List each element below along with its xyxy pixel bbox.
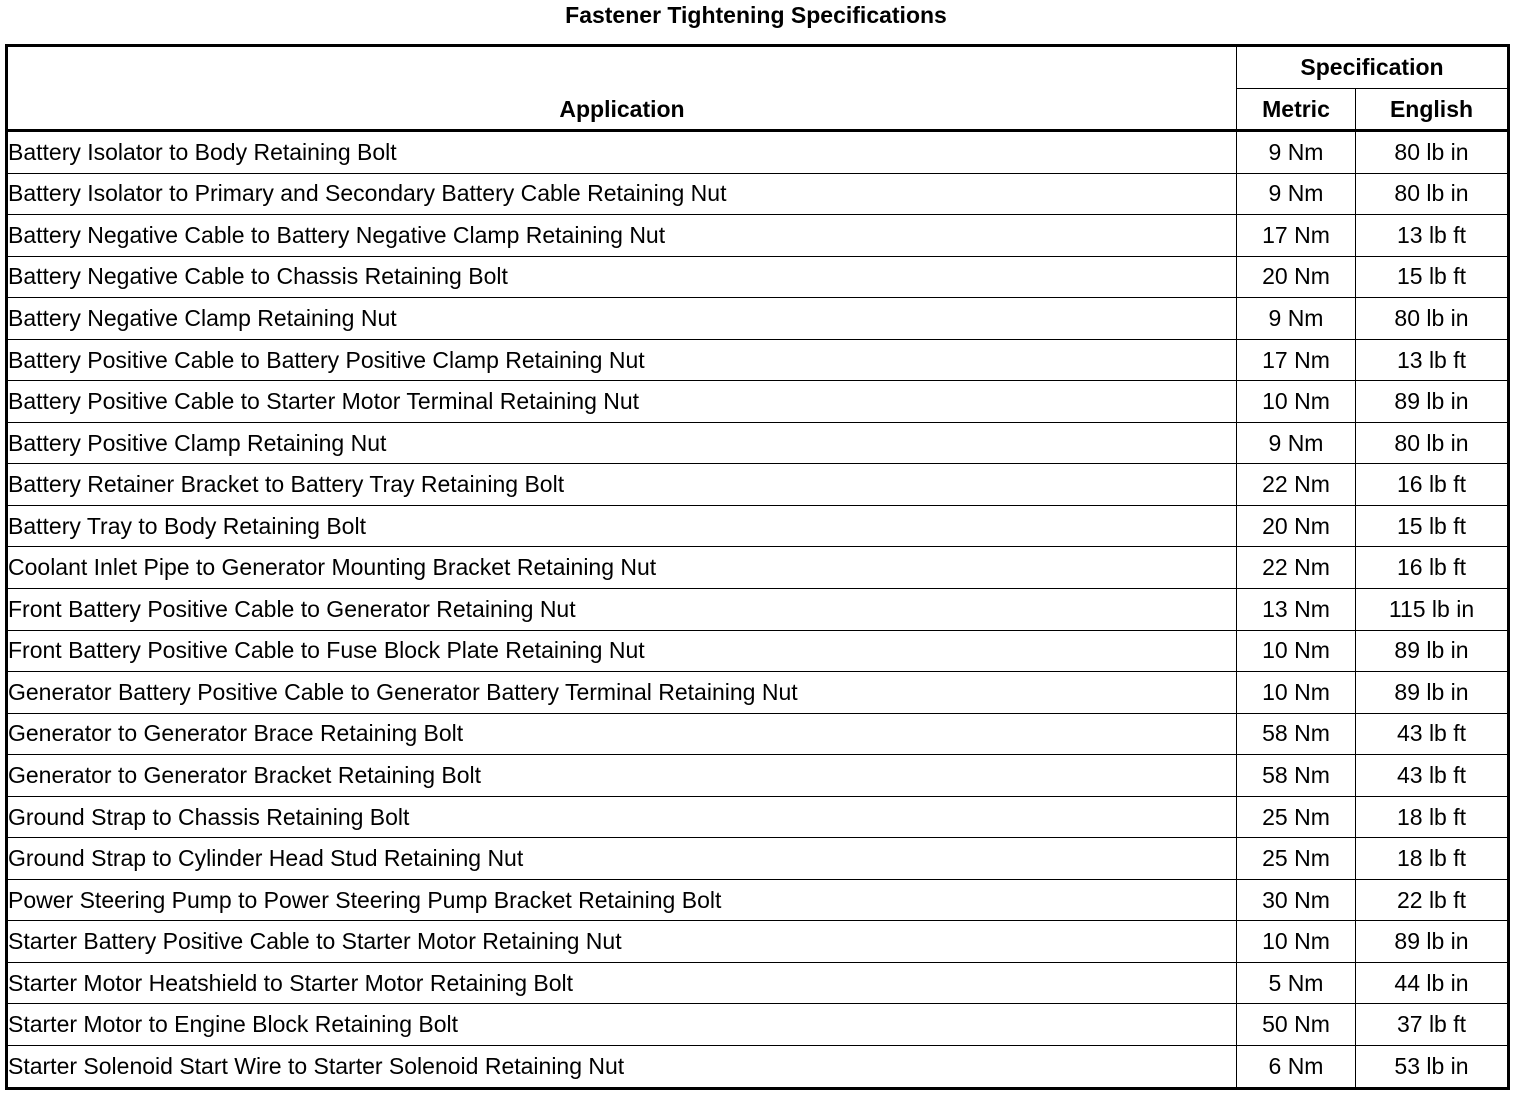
table-row	[7, 1004, 1509, 1046]
metric-cell: 20 Nm	[1237, 505, 1356, 547]
application-cell: Battery Isolator to Primary and Secondary Battery Cable Retaining Nut	[7, 173, 1237, 215]
application-cell: Battery Negative Clamp Retaining Nut	[7, 298, 1237, 340]
table-row	[7, 464, 1509, 506]
english-cell: 13 lb ft	[1356, 215, 1509, 257]
english-cell: 15 lb ft	[1356, 256, 1509, 298]
metric-cell: 10 Nm	[1237, 672, 1356, 714]
column-header-english: English	[1356, 89, 1509, 131]
table-row	[7, 547, 1509, 589]
application-cell: Generator to Generator Bracket Retaining Bolt	[7, 755, 1237, 797]
table-row	[7, 879, 1509, 921]
header-row-top	[7, 46, 1509, 89]
table-row	[7, 381, 1509, 423]
application-cell: Ground Strap to Cylinder Head Stud Retaining Nut	[7, 838, 1237, 880]
metric-cell: 9 Nm	[1237, 422, 1356, 464]
table-row	[7, 215, 1509, 257]
metric-cell: 9 Nm	[1237, 298, 1356, 340]
fastener-spec-table	[5, 44, 1510, 1090]
table-row	[7, 755, 1509, 797]
english-cell: 43 lb ft	[1356, 755, 1509, 797]
table-row	[7, 505, 1509, 547]
application-cell: Battery Positive Cable to Battery Positive Clamp Retaining Nut	[7, 339, 1237, 381]
english-cell: 80 lb in	[1356, 131, 1509, 174]
metric-cell: 9 Nm	[1237, 131, 1356, 174]
application-cell: Battery Isolator to Body Retaining Bolt	[7, 131, 1237, 174]
table-row	[7, 962, 1509, 1004]
metric-cell: 10 Nm	[1237, 921, 1356, 963]
metric-cell: 58 Nm	[1237, 755, 1356, 797]
table-row	[7, 131, 1509, 174]
metric-cell: 22 Nm	[1237, 464, 1356, 506]
table-header	[7, 46, 1509, 131]
table-row	[7, 713, 1509, 755]
table-row	[7, 173, 1509, 215]
table-row	[7, 1046, 1509, 1089]
metric-cell: 17 Nm	[1237, 215, 1356, 257]
metric-cell: 6 Nm	[1237, 1046, 1356, 1089]
english-cell: 80 lb in	[1356, 298, 1509, 340]
column-header-metric: Metric	[1237, 89, 1356, 131]
application-cell: Generator to Generator Brace Retaining Bolt	[7, 713, 1237, 755]
application-cell: Starter Solenoid Start Wire to Starter Solenoid Retaining Nut	[7, 1046, 1237, 1089]
english-cell: 16 lb ft	[1356, 464, 1509, 506]
application-cell: Battery Retainer Bracket to Battery Tray Retaining Bolt	[7, 464, 1237, 506]
table-row	[7, 339, 1509, 381]
metric-cell: 22 Nm	[1237, 547, 1356, 589]
metric-cell: 9 Nm	[1237, 173, 1356, 215]
application-cell: Battery Tray to Body Retaining Bolt	[7, 505, 1237, 547]
metric-cell: 58 Nm	[1237, 713, 1356, 755]
english-cell: 80 lb in	[1356, 422, 1509, 464]
english-cell: 115 lb in	[1356, 589, 1509, 631]
application-cell: Starter Motor to Engine Block Retaining Bolt	[7, 1004, 1237, 1046]
table-row	[7, 838, 1509, 880]
table-row	[7, 630, 1509, 672]
column-header-application: Application	[7, 46, 1237, 131]
metric-cell: 50 Nm	[1237, 1004, 1356, 1046]
english-cell: 22 lb ft	[1356, 879, 1509, 921]
metric-cell: 25 Nm	[1237, 838, 1356, 880]
application-cell: Battery Negative Cable to Battery Negative Clamp Retaining Nut	[7, 215, 1237, 257]
column-header-specification: Specification	[1237, 46, 1509, 89]
metric-cell: 25 Nm	[1237, 796, 1356, 838]
english-cell: 18 lb ft	[1356, 796, 1509, 838]
application-cell: Front Battery Positive Cable to Generator Retaining Nut	[7, 589, 1237, 631]
table-row	[7, 589, 1509, 631]
english-cell: 13 lb ft	[1356, 339, 1509, 381]
application-cell: Battery Positive Clamp Retaining Nut	[7, 422, 1237, 464]
metric-cell: 5 Nm	[1237, 962, 1356, 1004]
metric-cell: 20 Nm	[1237, 256, 1356, 298]
page-title: Fastener Tightening Specifications	[565, 2, 947, 28]
application-cell: Ground Strap to Chassis Retaining Bolt	[7, 796, 1237, 838]
application-cell: Battery Positive Cable to Starter Motor Terminal Retaining Nut	[7, 381, 1237, 423]
english-cell: 89 lb in	[1356, 672, 1509, 714]
english-cell: 89 lb in	[1356, 381, 1509, 423]
metric-cell: 30 Nm	[1237, 879, 1356, 921]
application-cell: Starter Motor Heatshield to Starter Motor Retaining Bolt	[7, 962, 1237, 1004]
table-row	[7, 921, 1509, 963]
table-row	[7, 256, 1509, 298]
english-cell: 53 lb in	[1356, 1046, 1509, 1089]
english-cell: 80 lb in	[1356, 173, 1509, 215]
application-cell: Coolant Inlet Pipe to Generator Mounting Bracket Retaining Nut	[7, 547, 1237, 589]
application-cell: Power Steering Pump to Power Steering Pump Bracket Retaining Bolt	[7, 879, 1237, 921]
english-cell: 43 lb ft	[1356, 713, 1509, 755]
application-cell: Starter Battery Positive Cable to Starter Motor Retaining Nut	[7, 921, 1237, 963]
metric-cell: 10 Nm	[1237, 381, 1356, 423]
english-cell: 18 lb ft	[1356, 838, 1509, 880]
application-cell: Generator Battery Positive Cable to Generator Battery Terminal Retaining Nut	[7, 672, 1237, 714]
metric-cell: 17 Nm	[1237, 339, 1356, 381]
table-row	[7, 796, 1509, 838]
table-row	[7, 298, 1509, 340]
application-cell: Front Battery Positive Cable to Fuse Block Plate Retaining Nut	[7, 630, 1237, 672]
english-cell: 89 lb in	[1356, 921, 1509, 963]
metric-cell: 13 Nm	[1237, 589, 1356, 631]
english-cell: 16 lb ft	[1356, 547, 1509, 589]
metric-cell: 10 Nm	[1237, 630, 1356, 672]
english-cell: 44 lb in	[1356, 962, 1509, 1004]
application-cell: Battery Negative Cable to Chassis Retaining Bolt	[7, 256, 1237, 298]
english-cell: 37 lb ft	[1356, 1004, 1509, 1046]
english-cell: 89 lb in	[1356, 630, 1509, 672]
table-row	[7, 422, 1509, 464]
table-body	[7, 131, 1509, 1089]
table-row	[7, 672, 1509, 714]
english-cell: 15 lb ft	[1356, 505, 1509, 547]
